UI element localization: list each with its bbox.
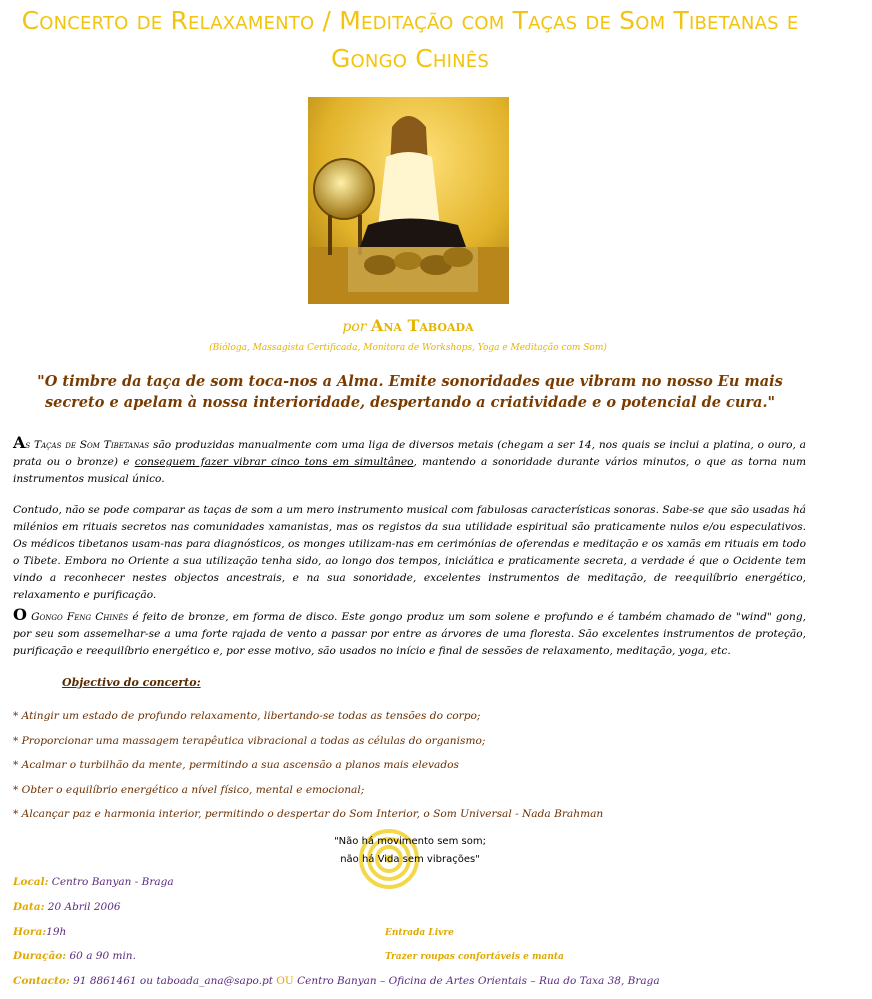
- paragraph-text: são produzidas manualmente com uma liga de diversos metais (chegam a ser 14, nos quais se inclui a platina, o ouro, a prata ou o bronze) e: [13, 439, 806, 468]
- info-label: Contacto:: [13, 975, 70, 987]
- info-data: [13, 901, 121, 913]
- contact-or: OU: [276, 975, 294, 987]
- info-local: [13, 876, 174, 888]
- info-duracao: [13, 950, 136, 962]
- contact-phone-email: 91 8861461 ou taboada_ana@sapo.pt: [73, 975, 273, 987]
- info-label: Hora:: [13, 926, 47, 938]
- info-value: 19h: [46, 926, 67, 938]
- paragraph-lead: s Taças de Som Tibetanas: [25, 439, 150, 451]
- meditation-photo-illustration: [308, 97, 509, 304]
- underlined-text: conseguem fazer vibrar cinco tons em simultâneo: [134, 456, 414, 468]
- author-photo: [308, 97, 509, 304]
- entrada-livre: Entrada Livre: [385, 928, 454, 938]
- objective-item: * Obter o equilíbrio energético a nível físico, mental e emocional;: [13, 784, 365, 796]
- saying-line: não há Vida sem vibrações": [340, 854, 480, 865]
- author-credentials: (Bióloga, Massagista Certificada, Monitora de Workshops, Yoga e Meditação com Som): [209, 343, 607, 353]
- intro-quote: "O timbre da taça de som toca-nos a Alma. Emite sonoridades que vibram no nosso Eu mais secreto e apelam à nossa interioridade, despertando a criatividade e o potencial de cura.": [37, 373, 783, 411]
- info-contacto: [13, 975, 660, 987]
- author-name: Ana Taboada: [370, 316, 474, 335]
- info-hora: [13, 926, 66, 938]
- paragraph-gongo: [13, 606, 806, 660]
- saying-line: "Não há movimento sem som;: [334, 836, 486, 847]
- page-title: Concerto de Relaxamento / Meditação com Taças de Som Tibetanas e Gongo Chinês: [21, 6, 799, 73]
- info-value: 60 a 90 min.: [69, 950, 136, 962]
- objectives-heading: Objectivo do concerto:: [62, 676, 201, 689]
- trazer-roupas: Trazer roupas confortáveis e manta: [385, 952, 564, 962]
- info-value: 20 Abril 2006: [47, 901, 121, 913]
- objective-item: * Atingir um estado de profundo relaxamento, libertando-se todas as tensões do corpo;: [13, 710, 481, 722]
- saying: [300, 833, 520, 869]
- objective-item: * Alcançar paz e harmonia interior, permitindo o despertar do Som Interior, o Som Universal - Nada Brahman: [13, 808, 604, 820]
- info-label: Duração:: [13, 950, 67, 962]
- info-label: Data:: [13, 901, 45, 913]
- info-value: Centro Banyan - Braga: [51, 876, 174, 888]
- paragraph-contudo: Contudo, não se pode comparar as taças de som a um mero instrumento musical com fabulosas características sonoras. Sabe-se que são usadas há milénios em rituais secretos nas comunidades xamanistas, mas os registos da sua utilidade espiritual são praticamente nulos e/ou especulativos. Os médicos tibetanos usam-nas para diagnósticos, os monges utilizam-nas em cerimónias de oferendas e meditação e os xamãs em rituais em todo o Tibete. Embora no Oriente a sua utilização tenha sido, ao longo dos tempos, iniciática e praticamente secreta, a verdade é que o Ocidente tem vindo a reconhecer nestes objectos ancestrais, e na sua sonoridade, excelentes instrumentos de meditação, de reequilíbrio energético, relaxamento e purificação.: [13, 504, 806, 601]
- objective-item: * Acalmar o turbilhão da mente, permitindo a sua ascensão a planos mais elevados: [13, 759, 459, 771]
- author-line: [0, 316, 816, 335]
- info-label: Local:: [13, 876, 49, 888]
- contact-address: Centro Banyan – Oficina de Artes Orientais – Rua do Taxa 38, Braga: [297, 975, 660, 987]
- paragraph-lead: Gongo Feng Chinês: [26, 611, 129, 623]
- paragraph-text: , mantendo a sonoridade durante vários minutos, o que as torna num instrumentos musical único.: [13, 456, 806, 485]
- author-prefix: por: [342, 319, 367, 335]
- paragraph-tacas: [13, 434, 806, 488]
- drop-cap: O: [13, 605, 27, 624]
- objective-item: * Proporcionar uma massagem terapêutica vibracional a todas as células do organismo;: [13, 735, 486, 747]
- paragraph-text: é feito de bronze, em forma de disco. Este gongo produz um som solene e profundo e é também chamado de "wind" gong, por seu som assemelhar-se a uma forte rajada de vento a passar por entre as árvores de uma floresta. São excelentes instrumentos de proteção, purificação e reequilíbrio energético e, por esse motivo, são usados no início e final de sessões de relaxamento, meditação, yoga, etc.: [13, 611, 806, 657]
- drop-cap: A: [13, 433, 26, 452]
